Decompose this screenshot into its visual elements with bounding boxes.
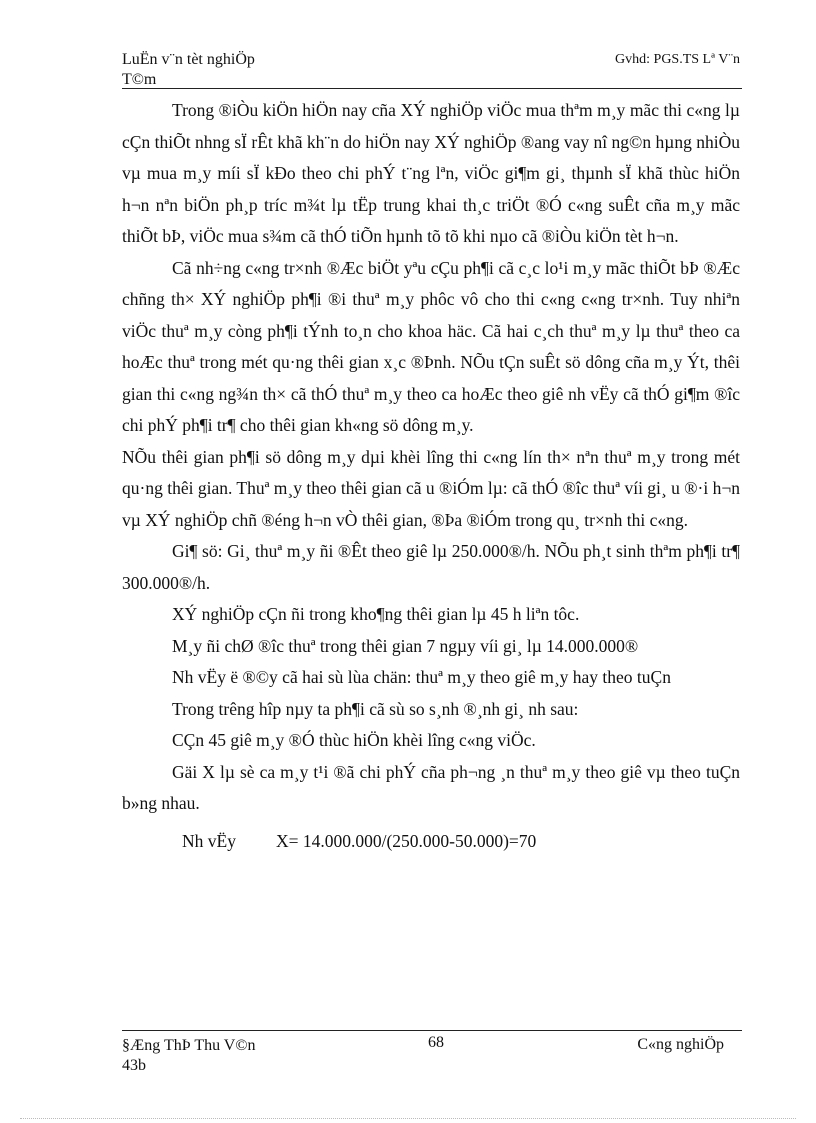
paragraph-4: Gi¶ sö: Gi¸ thuª m¸y ñi ®Êt theo giê lµ 250.000®/h. NÕu ph¸t sinh thªm ph¶i tr¶ 300.000®/h. <box>122 541 740 593</box>
body-text <box>122 95 740 857</box>
footer-author-class: 43b <box>122 1057 146 1074</box>
header-supervisor: Gvhd: PGS.TS Lª V¨n <box>615 52 740 67</box>
header-title-line-2: T©m <box>122 71 157 88</box>
header-thesis-title <box>122 50 255 90</box>
header-title-line-1: LuËn v¨n tèt nghiÖp <box>122 51 255 68</box>
footer-divider <box>122 1030 742 1031</box>
paragraph-2: Cã nh÷ng c«ng tr×nh ®Æc biÖt yªu cÇu ph¶i cã c¸c lo¹i m¸y mãc thiÕt bÞ ®Æc chñng th× XÝ nghiÖp ph¶i ®i thuª m¸y phôc vô cho thi c«ng c«ng tr×nh. Tuy nhiªn viÖc thuª m¸y còng ph¶i tÝnh to¸n cho khoa häc. Cã hai c¸ch thuª m¸y lµ thuª theo ca hoÆc thuª trong mét qu·ng thêi gian x¸c ®Þnh. NÕu tÇn suÊt sö dông cña m¸y Ýt, thêi gian thi c«ng ng¾n th× cã thÓ thuª m¸y theo ca hoÆc theo giê nh vËy cã thÓ gi¶m ®îc chi phÝ ph¶i tr¶ cho thêi gian kh«ng sö dông m¸y. <box>122 257 740 435</box>
header-divider <box>122 88 742 89</box>
page-number: 68 <box>428 1034 444 1051</box>
equation-lead: Nh vËy <box>182 830 236 851</box>
page-bottom-border <box>20 1118 796 1119</box>
equation-line <box>122 826 740 858</box>
paragraph-1: Trong ®iÒu kiÖn hiÖn nay cña XÝ nghiÖp viÖc mua thªm m¸y mãc thi c«ng lµ cÇn thiÕt nhng sÏ rÊt khã kh¨n do hiÖn nay XÝ nghiÖp ®ang vay nî ng©n hµng nhiÒu vµ mua m¸y míi sÏ kÐo theo chi phÝ t¨ng lªn, viÖc gi¶m gi¸ thµnh sÏ khã thùc hiÖn h¬n nªn biÖn ph¸p tríc m¾t lµ tËp trung khai th¸c triÖt ®Ó c«ng suÊt cña m¸y mãc thiÕt bÞ, viÖc mua s¾m cã thÓ tiÕn hµnh tõ tõ khi nµo cã ®iÒu kiÖn tèt h¬n. <box>122 100 740 246</box>
paragraph-7: Nh vËy ë ®©y cã hai sù lùa chän: thuª m¸y theo giê m¸y hay theo tuÇn <box>172 667 671 687</box>
paragraph-8: Trong trêng hîp nµy ta ph¶i cã sù so s¸nh ®¸nh gi¸ nh sau: <box>172 698 579 719</box>
footer-department: C«ng nghiÖp <box>637 1036 724 1053</box>
paragraph-9: CÇn 45 giê m¸y ®Ó thùc hiÖn khèi lîng c«ng viÖc. <box>172 730 536 750</box>
footer-author-name: §Æng ThÞ Thu V©n <box>122 1037 256 1054</box>
paragraph-5: XÝ nghiÖp cÇn ñi trong kho¶ng thêi gian lµ 45 h liªn tôc. <box>172 604 580 624</box>
footer-author <box>122 1036 256 1076</box>
equation-formula: X= 14.000.000/(250.000-50.000)=70 <box>275 830 537 851</box>
paragraph-10: Gäi X lµ sè ca m¸y t¹i ®ã chi phÝ cña ph¬ng ¸n thuª m¸y theo giê vµ theo tuÇn b»ng nhau. <box>122 761 740 813</box>
paragraph-3: NÕu thêi gian ph¶i sö dông m¸y dµi khèi lîng thi c«ng lín th× nªn thuª m¸y trong mét qu·ng thêi gian. Thuª m¸y theo thêi gian cã u ®iÓm lµ: cã thÓ ®îc thuª víi gi¸ u ®·i h¬n vµ XÝ nghiÖp chñ ®éng h¬n vÒ thêi gian, ®Þa ®iÓm trong qu¸ tr×nh thi c«ng. <box>122 446 740 530</box>
paragraph-6: M¸y ñi chØ ®îc thuª trong thêi gian 7 ngµy víi gi¸ lµ 14.000.000® <box>172 635 639 656</box>
